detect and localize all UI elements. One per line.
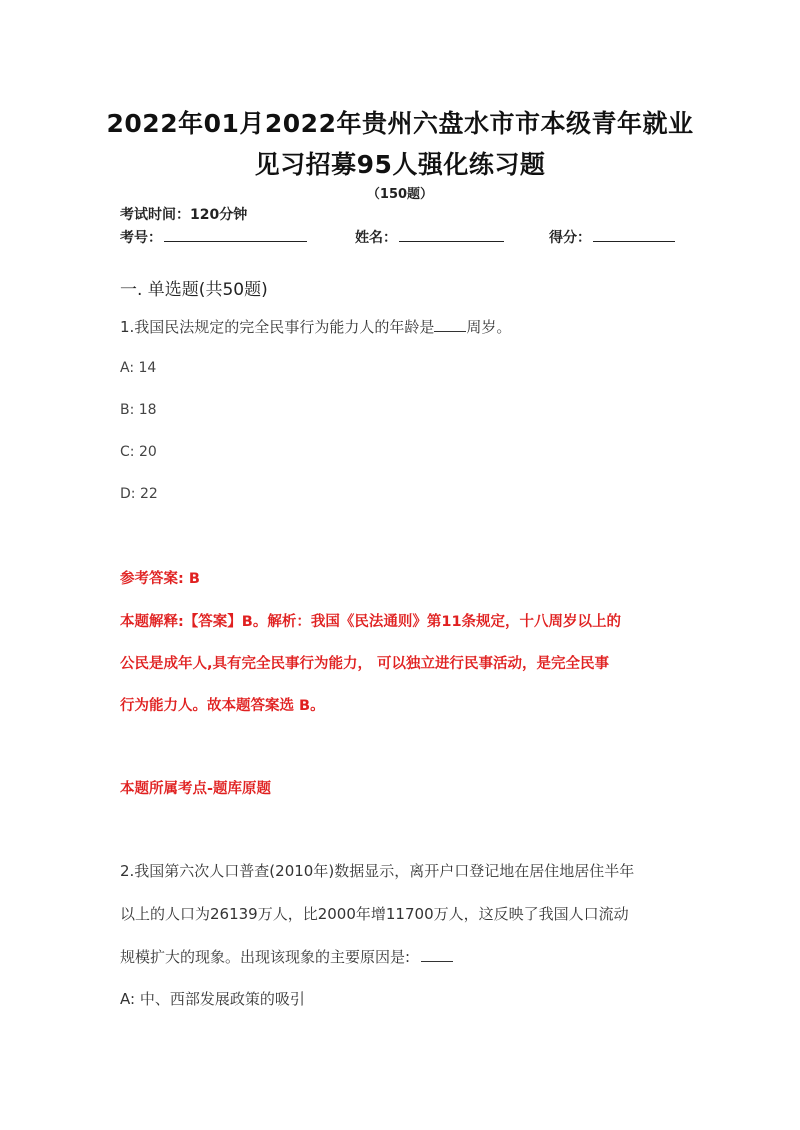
- name-blank[interactable]: [399, 227, 504, 242]
- question-count: （150题）: [366, 187, 434, 202]
- question-1-stem-text: 1.我国民法规定的完全民事行为能力人的年龄是: [120, 318, 435, 336]
- question-2-stem-line-2: 以上的人口为26139万人，比2000年增11700万人，这反映了我国人口流动: [120, 905, 629, 923]
- exam-time: 考试时间：120分钟: [120, 207, 248, 223]
- question-1-explanation-line-2: 公民是成年人,具有完全民事行为能力， 可以独立进行民事活动，是完全民事: [120, 656, 610, 672]
- section-heading: 一. 单选题(共50题): [120, 280, 268, 300]
- exam-id-label: 考号：: [120, 230, 162, 246]
- exam-id-field: [120, 227, 307, 247]
- score-label: 得分：: [549, 230, 591, 246]
- score-blank[interactable]: [593, 227, 675, 242]
- score-field: [549, 227, 675, 247]
- question-1-stem-end: 周岁。: [466, 318, 512, 336]
- document-title-line-2: 见习招募95人强化练习题: [254, 150, 546, 179]
- question-2-stem-line-1: 2.我国第六次人口普查(2010年)数据显示，离开户口登记地在居住地居住半年: [120, 862, 635, 880]
- question-2-stem-line-3: [120, 946, 453, 967]
- question-2-option-a: A: 中、西部发展政策的吸引: [120, 990, 305, 1008]
- question-1-answer: 参考答案: B: [120, 571, 200, 587]
- question-1-explanation-line-1: 本题解释:【答案】B。解析：我国《民法通则》第11条规定，十八周岁以上的: [120, 614, 622, 630]
- question-1-option-c: C: 20: [120, 444, 157, 460]
- question-1-option-d: D: 22: [120, 486, 158, 502]
- name-field: [355, 227, 504, 247]
- answer-blank: [421, 949, 453, 962]
- question-1-explanation-line-3: 行为能力人。故本题答案选 B。: [120, 698, 325, 714]
- answer-blank: [434, 319, 466, 332]
- question-1-topic: 本题所属考点-题库原题: [120, 781, 272, 797]
- name-label: 姓名：: [355, 230, 397, 246]
- exam-id-blank[interactable]: [164, 227, 307, 242]
- question-1-option-a: A: 14: [120, 360, 157, 376]
- question-1-stem: [120, 316, 511, 337]
- document-title-line-1: 2022年01月2022年贵州六盘水市市本级青年就业: [106, 109, 694, 138]
- question-2-stem-text: 规模扩大的现象。出现该现象的主要原因是:: [120, 948, 411, 966]
- question-1-option-b: B: 18: [120, 402, 157, 418]
